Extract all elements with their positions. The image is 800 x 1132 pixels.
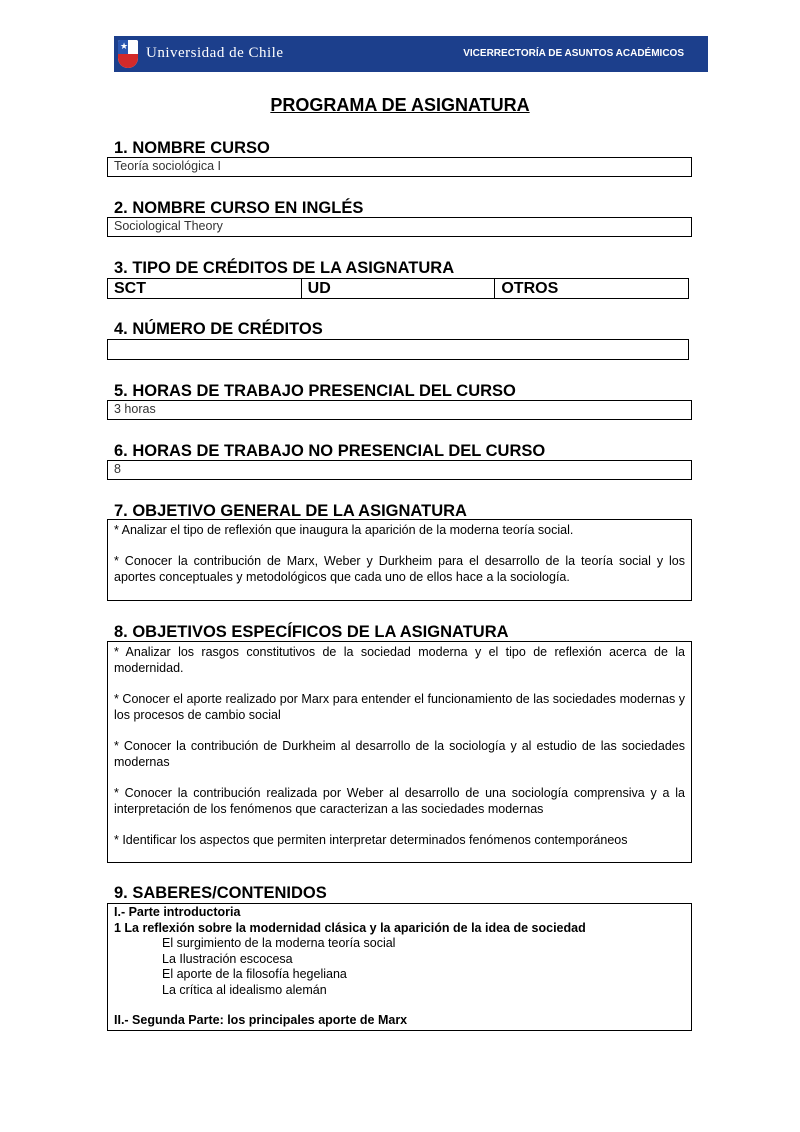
section-7-heading: 7. OBJETIVO GENERAL DE LA ASIGNATURA: [114, 502, 467, 520]
credit-type-cell: SCT: [108, 279, 302, 298]
section-5-heading: 5. HORAS DE TRABAJO PRESENCIAL DEL CURSO: [114, 382, 516, 400]
general-objective-box: [107, 519, 692, 601]
document-title: PROGRAMA DE ASIGNATURA: [270, 95, 530, 115]
section-6-heading: 6. HORAS DE TRABAJO NO PRESENCIAL DEL CURSO: [114, 442, 546, 460]
content-item: La crítica al idealismo alemán: [162, 982, 327, 997]
credit-type-cell: OTROS: [501, 280, 559, 297]
non-presential-hours-field: 8: [107, 460, 692, 480]
header-banner: [114, 36, 708, 72]
presential-hours-field: 3 horas: [107, 400, 692, 420]
objective-paragraph: * Analizar el tipo de reflexión que inaugura la aparición de la moderna teoría social.: [114, 523, 574, 537]
part-heading: II.- Segunda Parte: los principales aporte de Marx: [114, 1013, 408, 1027]
contents-box: [107, 903, 692, 1031]
specific-objectives-box: [107, 641, 692, 863]
objective-paragraph: * Identificar los aspectos que permiten interpretar determinados fenómenos contemporáneos: [114, 833, 628, 847]
objective-paragraph: * Conocer la contribución de Durkheim al desarrollo de la sociología y al estudio de las sociedades modernas: [114, 739, 685, 769]
part-heading: I.- Parte introductoria: [114, 905, 241, 919]
content-item: El surgimiento de la moderna teoría social: [162, 936, 396, 950]
university-crest-icon: ★: [118, 40, 138, 68]
office-name: VICERRECTORÍA DE ASUNTOS ACADÉMICOS: [463, 48, 684, 59]
credit-type-cell: UD: [302, 279, 496, 298]
course-name-english-field: Sociological Theory: [107, 217, 692, 237]
content-item: El aporte de la filosofía hegeliana: [162, 967, 347, 981]
credit-number-field: [107, 339, 689, 360]
section-2-heading: 2. NOMBRE CURSO EN INGLÉS: [114, 199, 364, 217]
section-4-heading: 4. NÚMERO DE CRÉDITOS: [114, 320, 323, 338]
university-name: Universidad de Chile: [146, 45, 284, 61]
content-item: La Ilustración escocesa: [162, 951, 293, 966]
unit-heading: 1 La reflexión sobre la modernidad clásica y la aparición de la idea de sociedad: [114, 920, 586, 935]
section-3-heading: 3. TIPO DE CRÉDITOS DE LA ASIGNATURA: [114, 259, 455, 277]
course-name-field: Teoría sociológica I: [107, 157, 692, 177]
objective-paragraph: * Conocer la contribución de Marx, Weber y Durkheim para el desarrollo de la teoría social y los aportes conceptuales y metodológicos que cada uno de ellos hace a la sociología.: [114, 554, 685, 584]
objective-paragraph: * Conocer el aporte realizado por Marx para entender el funcionamiento de las sociedades modernas y los procesos de cambio social: [114, 692, 685, 722]
section-9-heading: 9. SABERES/CONTENIDOS: [114, 884, 327, 902]
objective-paragraph: * Conocer la contribución realizada por Weber al desarrollo de una sociología comprensiva y a la interpretación de los fenómenos que caracterizan a las sociedades modernas: [114, 786, 685, 816]
section-8-heading: 8. OBJETIVOS ESPECÍFICOS DE LA ASIGNATURA: [114, 623, 509, 641]
section-1-heading: 1. NOMBRE CURSO: [114, 139, 270, 157]
credit-type-table: [107, 278, 689, 299]
objective-paragraph: * Analizar los rasgos constitutivos de la sociedad moderna y el tipo de reflexión acerca de la modernidad.: [114, 645, 685, 675]
